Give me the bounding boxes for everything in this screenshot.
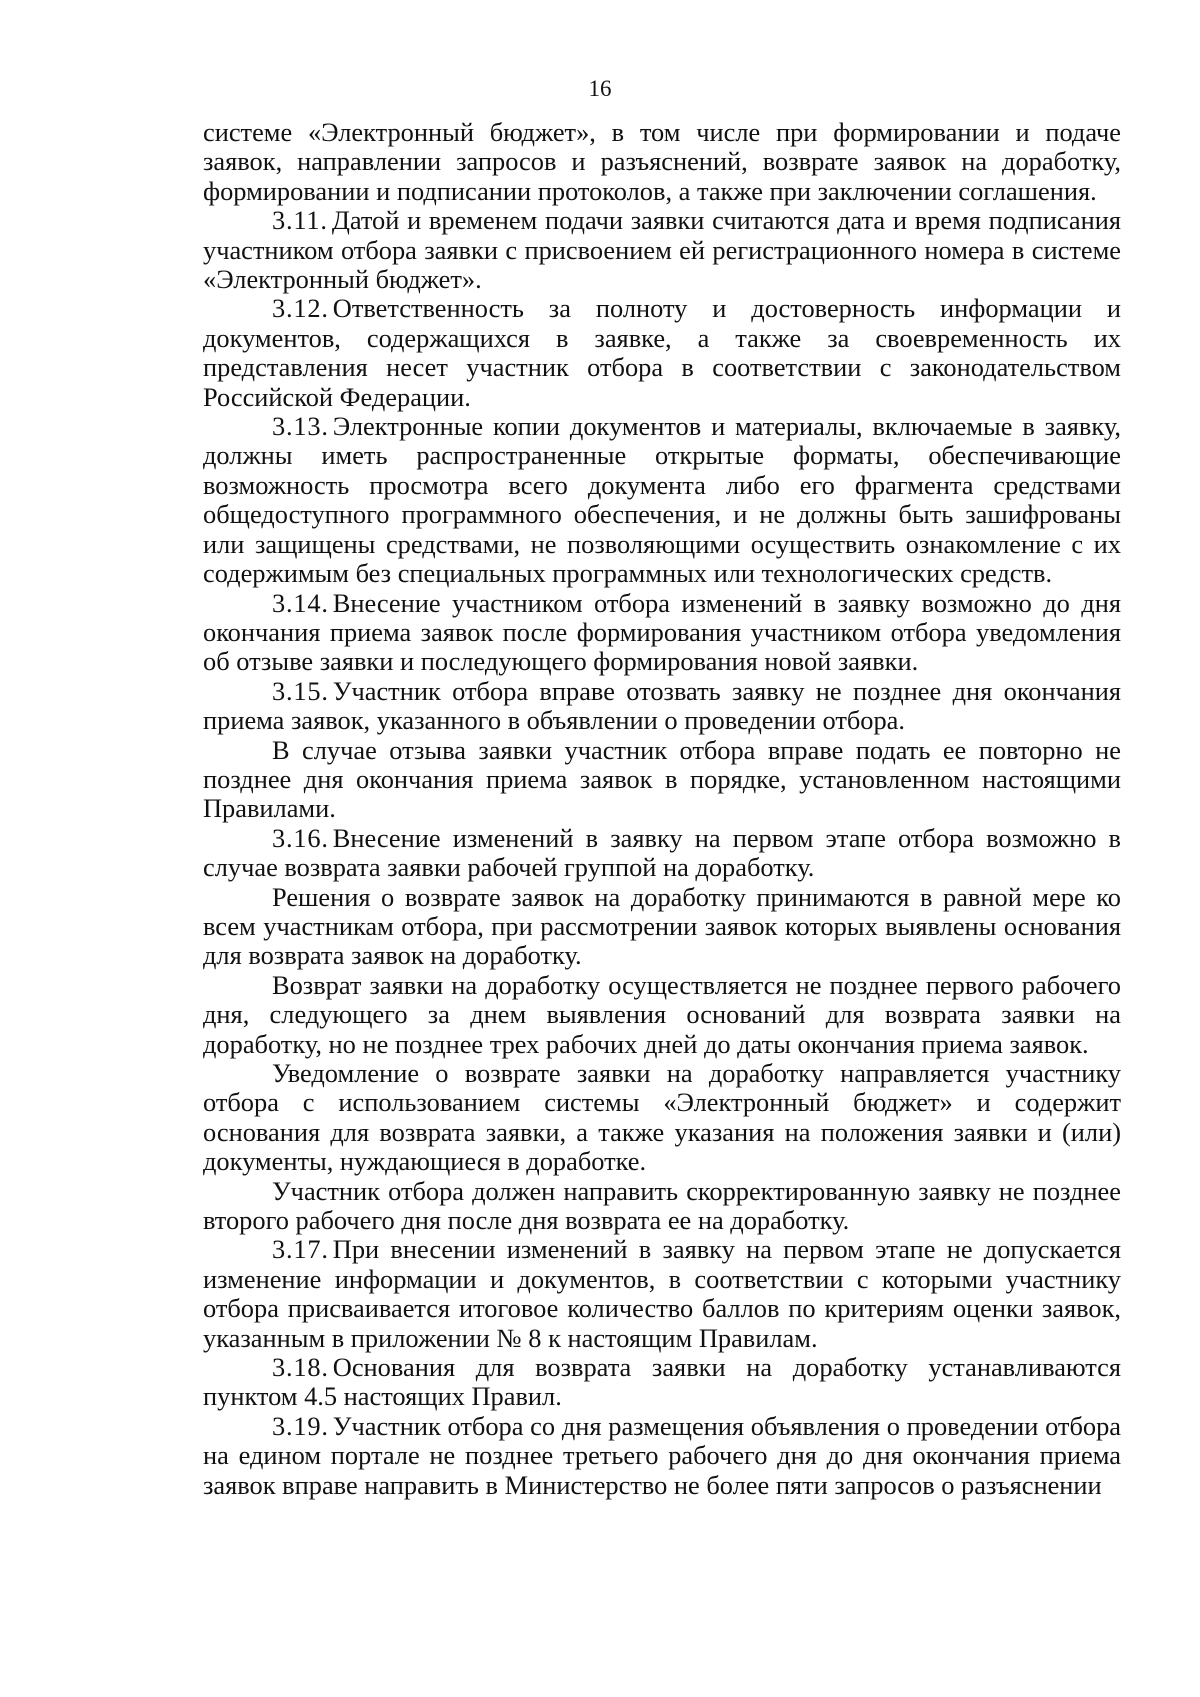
clause-3-17 [203,1235,1121,1353]
clause-number: 3.16. [272,822,329,853]
clause-number: 3.17. [272,1234,329,1265]
clause-number: 3.11. [272,205,328,236]
clause-number: 3.12. [272,293,329,324]
clause-3-15 [203,677,1121,736]
clause-text: При внесении изменений в заявку на первом этапе не допускается изменение информации и документов, в соответствии с которыми участнику отбора присваивается итоговое количество баллов по критериям оценки заявок, указанным в приложении № 8 к настоящим Правилам. [203,1234,1121,1353]
clause-3-13 [203,412,1121,588]
clause-3-19 [203,1412,1121,1500]
paragraph [203,736,1121,824]
clause-text: Ответственность за полноту и достоверность информации и документов, содержащихся в заявке, а также за своевременность их представления несет участник отбора в соответствии с законодательством Российской Федерации. [203,293,1121,412]
paragraph-text: Решения о возврате заявок на доработку принимаются в равной мере ко всем участникам отбора, при рассмотрении заявок которых выявлены основания для возврата заявок на доработку. [203,881,1121,971]
clause-text: Основания для возврата заявки на доработку устанавливаются пунктом 4.5 настоящих Правил. [203,1352,1121,1412]
clause-text: Электронные копии документов и материалы, включаемые в заявку, должны иметь распространенные открытые форматы, обеспечивающие возможность просмотра всего документа либо его фрагмента средствами общедоступного программного обеспечения, и не должны быть зашифрованы или защищены средствами, не позволяющими осуществить ознакомление с их содержимым без специальных программных или технологических средств. [203,411,1121,589]
clause-number: 3.19. [272,1410,329,1441]
clause-text: Внесение участником отбора изменений в заявку возможно до дня окончания приема заявок после формирования участником отбора уведомления об отзыве заявки и последующего формирования новой заявки. [203,587,1121,677]
clause-number: 3.18. [272,1352,329,1383]
clause-text: Участник отбора со дня размещения объявления о проведении отбора на едином портале не позднее третьего рабочего дня до дня окончания приема заявок вправе направить в Министерство не более пяти запросов о разъяснении [203,1410,1121,1500]
clause-number: 3.14. [272,587,329,618]
clause-3-16 [203,824,1121,883]
clause-3-18 [203,1353,1121,1412]
clause-3-11 [203,206,1121,294]
paragraph-continuation [203,118,1121,206]
clause-text: Датой и временем подачи заявки считаются дата и время подписания участником отбора заявки с присвоением ей регистрационного номера в системе «Электронный бюджет». [203,205,1121,295]
clause-text: Участник отбора вправе отозвать заявку не позднее дня окончания приема заявок, указанного в объявлении о проведении отбора. [203,675,1121,736]
paragraph-text: В случае отзыва заявки участник отбора вправе подать ее повторно не позднее дня окончания приема заявок в порядке, установленном настоящими Правилами. [203,734,1121,824]
paragraph-text: системе «Электронный бюджет», в том числе при формировании и подаче заявок, направлении запросов и разъяснений, возврате заявок на доработку, формировании и подписании протоколов, а также при заключении соглашения. [203,117,1121,206]
paragraph [203,1177,1121,1236]
paragraph [203,883,1121,971]
paragraph [203,1059,1121,1177]
document-body [203,118,1121,1500]
page-number: 16 [588,76,612,101]
paragraph-text: Уведомление о возврате заявки на доработку направляется участнику отбора с использованием системы «Электронный бюджет» и содержит основания для возврата заявки, а также указания на положения заявки и (или) документы, нуждающиеся в доработке. [203,1058,1121,1177]
clause-3-12 [203,294,1121,412]
clause-number: 3.15. [272,675,329,706]
paragraph-text: Возврат заявки на доработку осуществляется не позднее первого рабочего дня, следующего за днем выявления оснований для возврата заявки на доработку, но не позднее трех рабочих дней до даты окончания приема заявок. [203,969,1121,1059]
paragraph [203,971,1121,1059]
clause-number: 3.13. [272,411,329,442]
paragraph-text: Участник отбора должен направить скорректированную заявку не позднее второго рабочего дня после дня возврата ее на доработку. [203,1175,1121,1236]
clause-text: Внесение изменений в заявку на первом этапе отбора возможно в случае возврата заявки рабочей группой на доработку. [203,822,1121,883]
clause-3-14 [203,589,1121,677]
